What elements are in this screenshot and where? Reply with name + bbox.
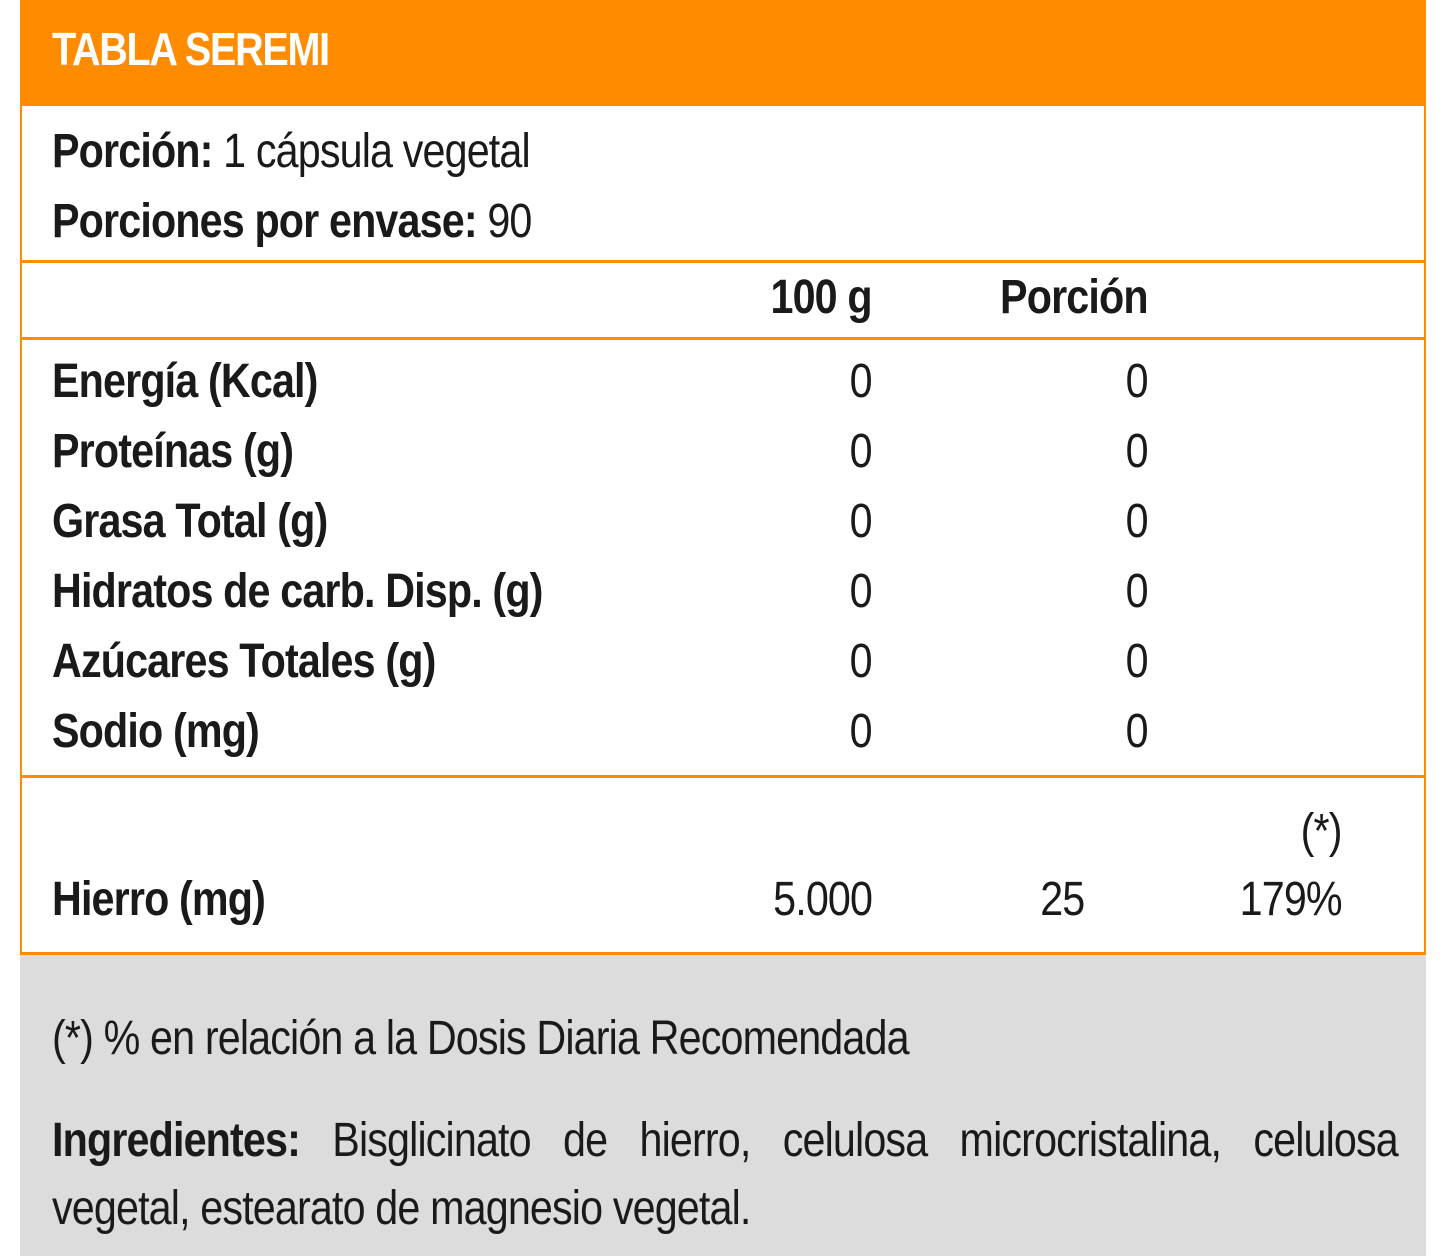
iron-pct-marker: (*) [1301, 805, 1342, 858]
column-header-portion: Porción [1000, 271, 1148, 324]
ingredients-text [52, 1107, 1398, 1243]
ingredients-list: Bisglicinato de hierro, celulosa microcristalina, celulosa vegetal, estearato de magnesio vegetal. [52, 1114, 1398, 1235]
row-sugars-100g: 0 [849, 635, 872, 688]
row-iron-100g: 5.000 [772, 873, 872, 926]
label-title: TABLA SEREMI [52, 23, 329, 75]
row-sodium-100g: 0 [849, 705, 872, 758]
row-protein-name: Proteínas (g) [52, 425, 294, 478]
row-sugars-portion: 0 [1125, 635, 1148, 688]
row-fat-name: Grasa Total (g) [52, 495, 328, 548]
row-fat-portion: 0 [1125, 495, 1148, 548]
row-protein-100g: 0 [849, 425, 872, 478]
row-protein-portion: 0 [1125, 425, 1148, 478]
ingredients-label: Ingredientes: [52, 1114, 301, 1167]
row-energy-portion: 0 [1125, 355, 1148, 408]
row-iron-pct: 179% [1239, 873, 1342, 926]
portion-label: Porción: [52, 125, 213, 178]
nutrition-label [20, 0, 1426, 1256]
row-energy-100g: 0 [849, 355, 872, 408]
row-carbs-portion: 0 [1125, 565, 1148, 618]
portion-line [52, 124, 530, 180]
row-energy-name: Energía (Kcal) [52, 355, 318, 408]
row-iron-portion: 25 [1039, 873, 1084, 926]
row-carbs-name: Hidratos de carb. Disp. (g) [52, 565, 543, 618]
portion-value: 1 cápsula vegetal [223, 125, 530, 178]
divider [22, 337, 1424, 340]
row-sodium-name: Sodio (mg) [52, 705, 259, 758]
footer-panel [20, 955, 1426, 1256]
row-iron-name: Hierro (mg) [52, 873, 266, 926]
row-sodium-portion: 0 [1125, 705, 1148, 758]
header-bar [20, 0, 1426, 106]
servings-line [52, 194, 532, 250]
row-sugars-name: Azúcares Totales (g) [52, 635, 436, 688]
divider [22, 775, 1424, 778]
servings-label: Porciones por envase: [52, 195, 477, 248]
dosage-footnote: (*) % en relación a la Dosis Diaria Recomendada [52, 1012, 909, 1065]
servings-value: 90 [487, 195, 532, 248]
row-carbs-100g: 0 [849, 565, 872, 618]
divider [22, 260, 1424, 263]
column-header-100g: 100 g [770, 271, 872, 324]
row-fat-100g: 0 [849, 495, 872, 548]
nutrition-table [20, 106, 1426, 955]
